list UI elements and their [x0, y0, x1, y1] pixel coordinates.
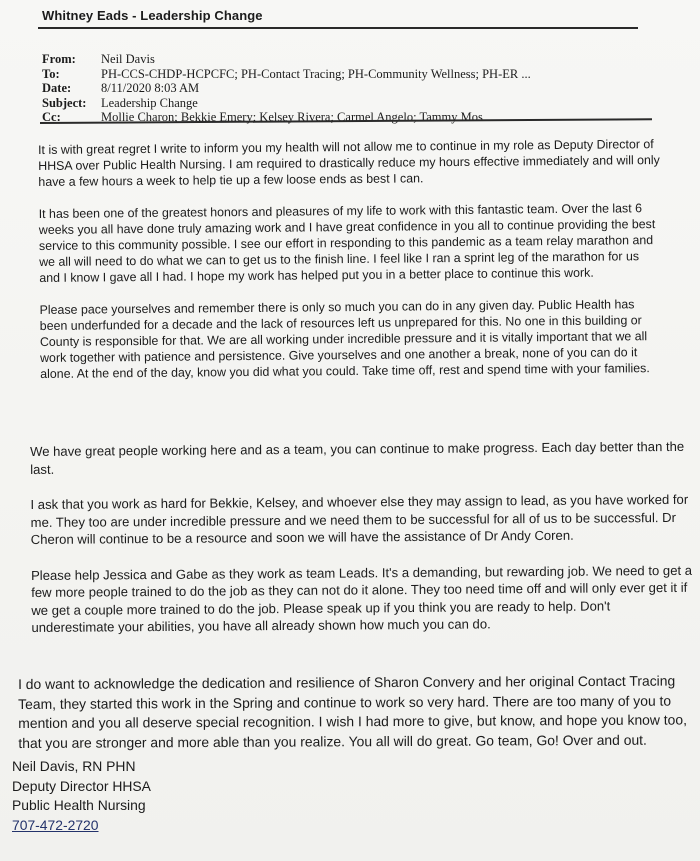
signature-name: Neil Davis, RN PHN — [12, 758, 136, 774]
signature-department: Public Health Nursing — [12, 797, 146, 813]
email-body-part-1 — [38, 136, 662, 398]
body-paragraph: I ask that you work as hard for Bekkie, Kelsey, and whoever else they may assign to lead, as you have worked for me. They too are under incredible pressure and we need them to be successful for all of us to be successful. Dr Cheron will continue to be a resource and soon we will have the assistance of Dr Andy Coren. — [30, 491, 689, 547]
subject-row — [42, 96, 662, 111]
email-header — [42, 52, 662, 125]
body-paragraph: Please help Jessica and Gabe as they work as team Leads. It's a demanding, but rewarding job. We need to get a few more people trained to do the job as they can not do it alone. They too need time off and will only ever get it if we get a couple more trained to do the job. Please speak up if you think you are ready to help. Don't underestimate your abilities, you have all already shown how much you can do. — [30, 562, 693, 635]
to-value: PH-CCS-CHDP-HCPCFC; PH-Contact Tracing; PH-Community Wellness; PH-ER ... — [101, 66, 531, 81]
email-body-part-3 — [18, 671, 698, 753]
cc-label: Cc: — [42, 110, 61, 124]
date-label: Date: — [42, 81, 72, 95]
from-row — [42, 52, 662, 67]
email-body-part-2 — [30, 438, 696, 655]
subject-value: Leadership Change — [101, 95, 198, 110]
to-row — [42, 67, 662, 82]
body-paragraph: It is with great regret I write to inform you my health will not allow me to continue in my role as Deputy Director of HHSA over Public Health Nursing. I am required to drastically reduce my hours effective immediately and will only have a few hours a week to help tie up a few loose ends as best I can. — [38, 137, 660, 189]
body-paragraph: I do want to acknowledge the dedication and resilience of Sharon Convery and her original Contact Tracing Team, they started this work in the Spring and continue to work so very hard. There are too many of you to mention and you all deserve special recognition. I wish I had more to give, but know, and hope you know too, that you are stronger and more able than you realize. You all will do great. Go team, Go! Over and out. — [18, 672, 687, 751]
cc-value: Mollie Charon; Bekkie Emery; Kelsey Rivera; Carmel Angelo; Tammy Mos... — [101, 110, 493, 124]
document-title: Whitney Eads - Leadership Change — [42, 8, 263, 23]
date-value: 8/11/2020 8:03 AM — [101, 81, 200, 95]
body-paragraph: We have great people working here and as a team, you can continue to make progress. Each day better than the last. — [30, 438, 685, 477]
to-label: To: — [42, 66, 60, 81]
title-divider — [38, 27, 638, 29]
signature-title: Deputy Director HHSA — [12, 777, 151, 794]
subject-label: Subject: — [42, 95, 87, 110]
date-row — [42, 81, 662, 96]
from-value: Neil Davis — [101, 52, 155, 66]
from-label: From: — [42, 52, 76, 66]
body-paragraph: It has been one of the greatest honors and pleasures of my life to work with this fantastic team. Over the last 6 weeks you all have done truly amazing work and I have great confidence in you all to continue providing the best service to this community possible. I see our effort in responding to this pandemic as a team relay marathon and we all will need to do what we can to get us to the finish line. I feel like I ran a sprint leg of the marathon for us and I know I gave all I had. I hope my work has helped put you in a better place to continue this work. — [38, 201, 656, 285]
body-paragraph: Please pace yourselves and remember there is only so much you can do in any given day. Public Health has been underfunded for a decade and the lack of resources left us unprepared for this. No one in this building or County is responsible for that. We are all working under incredible pressure and it is vitally important that we all work together with patience and persistence. Give yourselves and one another a break, none of you can do it alone. At the end of the day, know you did what you could. Take time off, rest and spend time with your families. — [39, 297, 650, 381]
signature-block — [12, 757, 151, 835]
signature-phone-link[interactable]: 707-472-2720 — [12, 816, 99, 833]
